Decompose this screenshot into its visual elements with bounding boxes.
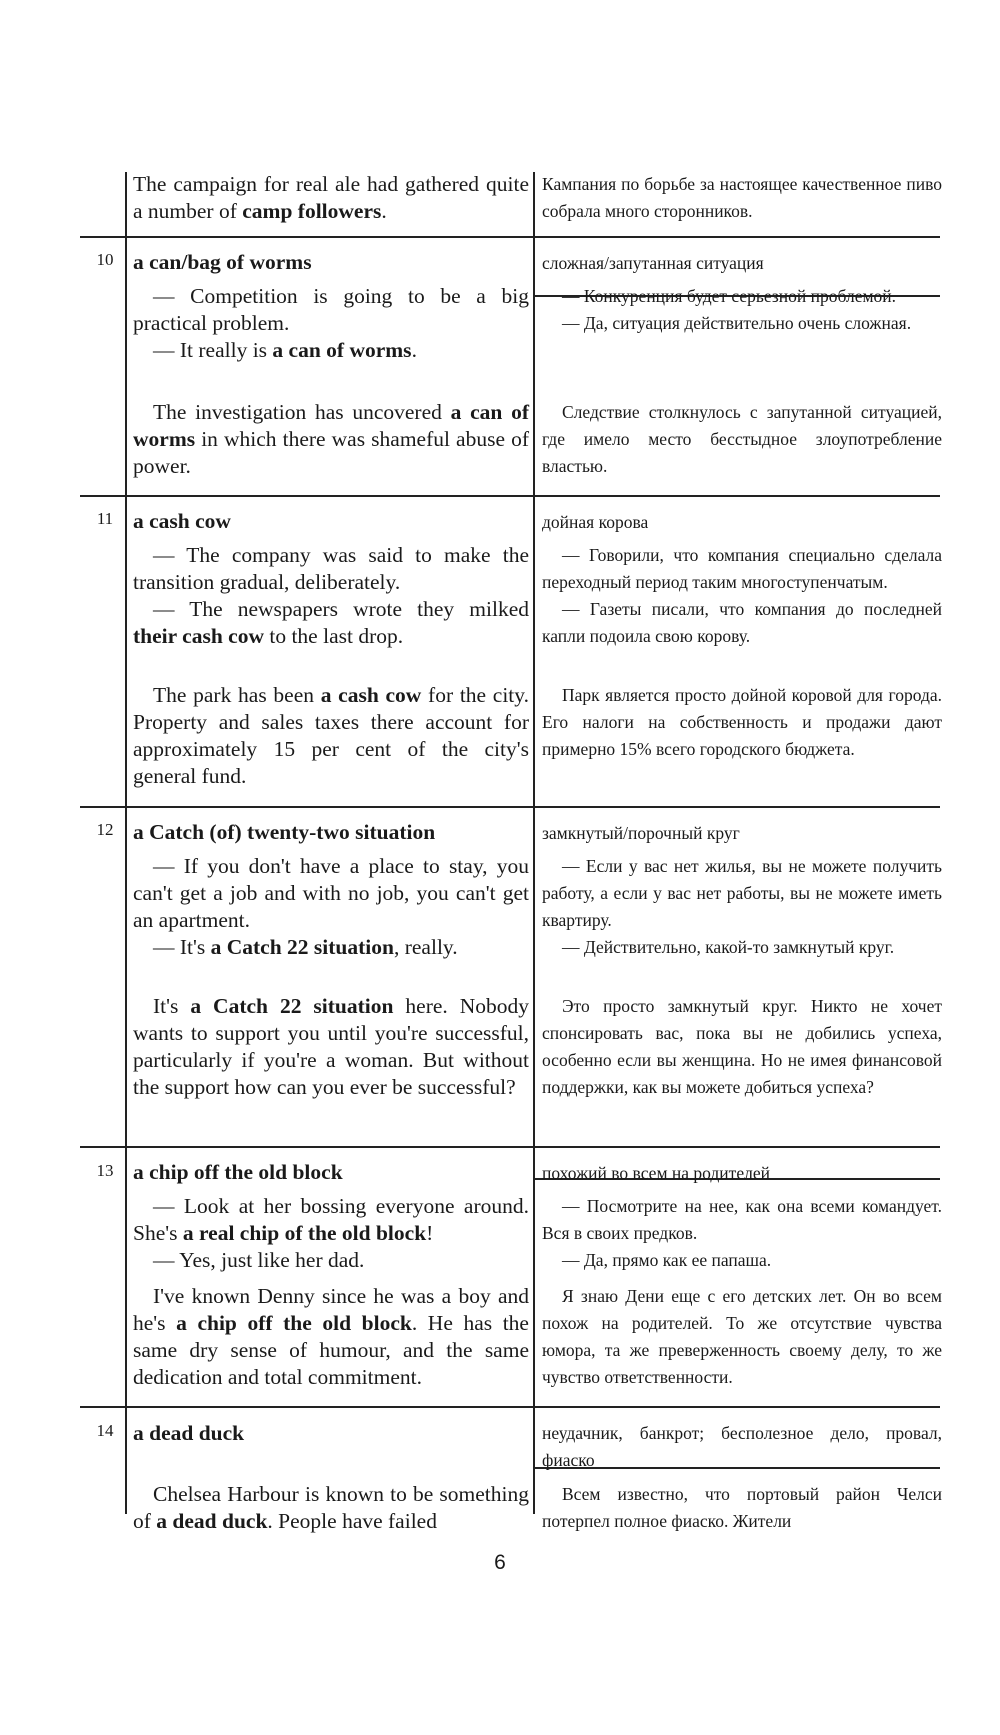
row-separator xyxy=(80,1406,940,1408)
entry-term: a can/bag of worms xyxy=(133,250,312,274)
example-en: It's a Catch 22 situation here. Nobody wants to support you until you're successful, particularly if you're a woman. But without the support how can you ever be successful? xyxy=(133,994,530,1099)
entry-number: 13 xyxy=(96,1161,114,1180)
entry-translation: дойная корова xyxy=(542,512,649,532)
example-en: The investigation has uncovered a can of worms in which there was shameful abuse of power. xyxy=(133,400,529,478)
example-en: I've known Denny since he was a boy and he's a chip off the old block. He has the same dry sense of humour, and the same dedication and total commitment. xyxy=(133,1284,529,1389)
dialog-ru: — Говорили, что компания специально сделала переходный период таким многоступенчатым. — Газеты писали, что компания до последней капли подоила свою корову. xyxy=(542,545,942,646)
dialog-ru: — Если у вас нет жилья, вы не можете получить работу, а если у вас нет работы, вы не можете иметь квартиру. — Действительно, какой-то замкнутый круг. xyxy=(542,856,942,957)
entry-number: 14 xyxy=(96,1421,114,1440)
row-separator xyxy=(80,236,940,238)
entry-term: a dead duck xyxy=(133,1421,245,1445)
entry-translation: неудачник, банкрот; бесполезное дело, провал, фиаско xyxy=(542,1423,942,1470)
dialog-en: — Competition is going to be a big practical problem. — It really is a can of worms. xyxy=(133,284,529,362)
dialog-en: — Look at her bossing everyone around. She's a real chip of the old block! — Yes, just like her dad. xyxy=(133,1194,529,1272)
dialog-ru: — Посмотрите на нее, как она всеми командует. Вся в своих предков. — Да, прямо как ее папаша. xyxy=(542,1196,942,1270)
example-ru: Всем известно, что портовый район Челси потерпел полное фиаско. Жители xyxy=(542,1484,942,1531)
left-column-rule xyxy=(125,172,127,1514)
example-ru: Парк является просто дойной коровой для города. Его налоги на собственность и продажи дают примерно 15% всего городского бюджета. xyxy=(542,685,942,759)
example-en: Chelsea Harbour is known to be something of a dead duck. People have failed xyxy=(133,1482,529,1533)
entry-translation: замкнутый/порочный круг xyxy=(542,823,740,843)
entry-number: 10 xyxy=(96,250,114,269)
row-separator xyxy=(80,495,940,497)
dialog-ru: — Конкуренция будет серьезной проблемой. — Да, ситуация действительно очень сложная. xyxy=(562,286,912,333)
entry-term: a Catch (of) twenty-two situation xyxy=(133,820,436,844)
middle-column-rule xyxy=(533,172,535,1514)
row-separator xyxy=(80,806,940,808)
top-example-ru: Кампания по борьбе за настоящее качественное пиво собрала много сторонников. xyxy=(542,174,942,221)
entry-translation: сложная/запутанная ситуация xyxy=(542,253,764,273)
dialog-en: — The company was said to make the transition gradual, deliberately. — The newspapers wrote they milked their cash cow to the last drop. xyxy=(133,543,529,648)
example-ru: Я знаю Дени еще с его детских лет. Он во всем похож на родителей. То же отсутствие чувства юмора, та же преверженность своему делу, то же чувство ответственности. xyxy=(542,1286,942,1387)
entry-term: a chip off the old block xyxy=(133,1160,343,1184)
example-en: The park has been a cash cow for the city. Property and sales taxes there account for approximately 15 per cent of the city's general fund. xyxy=(133,683,530,788)
example-ru: Следствие столкнулось с запутанной ситуацией, где имело место бесстыдное злоупотребление властью. xyxy=(542,402,942,476)
row-separator xyxy=(80,1146,940,1148)
entry-number: 12 xyxy=(96,820,114,839)
example-ru: Это просто замкнутый круг. Никто не хочет спонсировать вас, пока вы не добились успеха, особенно если вы женщина. Но не имея финансовой поддержки, как вы можете добиться успеха? xyxy=(542,996,942,1097)
page-number: 6 xyxy=(494,1551,506,1574)
entry-term: a cash cow xyxy=(133,509,231,533)
entry-number: 11 xyxy=(96,509,114,528)
entry-translation: похожий во всем на родителей xyxy=(542,1163,770,1183)
dialog-en: — If you don't have a place to stay, you can't get a job and with no job, you can't get an apartment. — It's a Catch 22 situation, really. xyxy=(133,854,529,959)
top-example-en: The campaign for real ale had gathered quite a number of camp followers. xyxy=(133,172,529,223)
